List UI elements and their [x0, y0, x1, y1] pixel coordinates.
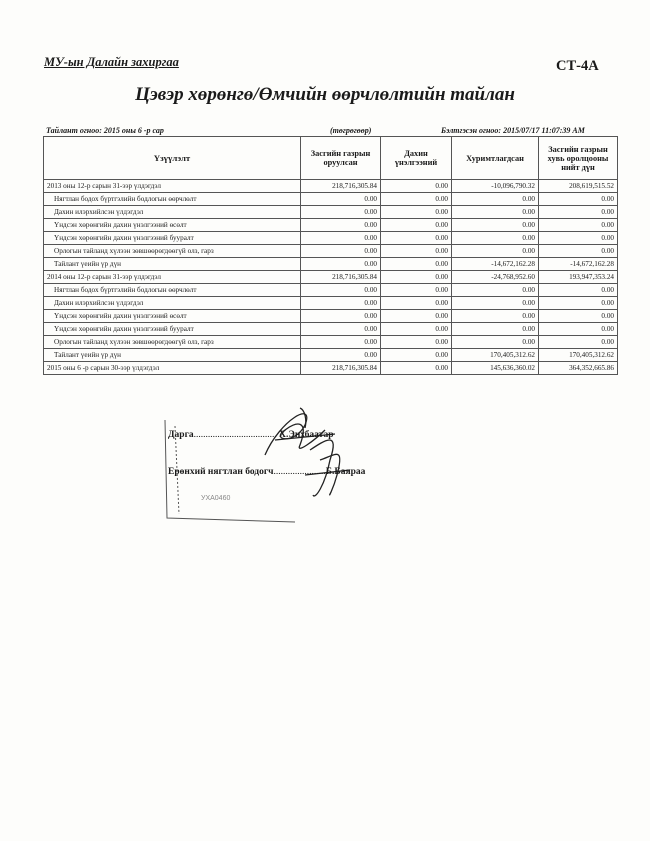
total-equity-cell: 0.00	[539, 193, 618, 206]
revaluation-cell: 0.00	[381, 219, 452, 232]
row-label: Тайлант үеийн үр дүн	[44, 349, 301, 362]
accountant-signature-line	[168, 467, 365, 477]
accumulated-cell: 145,636,360.02	[452, 362, 539, 375]
accumulated-cell: 0.00	[452, 206, 539, 219]
gov-contribution-cell: 218,716,305.84	[301, 362, 381, 375]
compiled-date: Бэлтгэсэн огноо: 2015/07/17 11:07:39 AM	[441, 126, 585, 135]
table-row	[44, 336, 618, 349]
table-row	[44, 219, 618, 232]
row-label: Дахин илэрхийлсэн үлдэгдэл	[44, 297, 301, 310]
accumulated-cell: -10,096,790.32	[452, 180, 539, 193]
director-role: Дарга	[168, 430, 194, 440]
row-label: Орлогын тайланд хүлээн зөвшөөрөгдөөгүй олз, гарз	[44, 245, 301, 258]
table-row	[44, 180, 618, 193]
table-row	[44, 193, 618, 206]
gov-contribution-cell: 0.00	[301, 219, 381, 232]
table-header-row	[44, 137, 618, 180]
table-row	[44, 258, 618, 271]
total-equity-cell: 0.00	[539, 245, 618, 258]
stamp-serial: УХА0460	[201, 495, 231, 502]
director-name: Х.Энхбаатар	[279, 430, 334, 440]
row-label: Үндсэн хөрөнгийн дахин үнэлгээний өсөлт	[44, 310, 301, 323]
total-equity-cell: 364,352,665.86	[539, 362, 618, 375]
total-equity-cell: 0.00	[539, 284, 618, 297]
table-row	[44, 362, 618, 375]
accumulated-cell: 0.00	[452, 219, 539, 232]
row-label: Дахин илэрхийлсэн үлдэгдэл	[44, 206, 301, 219]
total-equity-cell: 0.00	[539, 297, 618, 310]
revaluation-cell: 0.00	[381, 349, 452, 362]
total-equity-cell: 0.00	[539, 206, 618, 219]
total-equity-cell: 0.00	[539, 219, 618, 232]
table-row	[44, 271, 618, 284]
gov-contribution-cell: 0.00	[301, 284, 381, 297]
revaluation-cell: 0.00	[381, 323, 452, 336]
report-title: Цэвэр хөрөнгө/Өмчийн өөрчлөлтийн тайлан	[135, 84, 515, 105]
row-label: 2013 оны 12-р сарын 31-ээр үлдэгдэл	[44, 180, 301, 193]
total-equity-cell: 0.00	[539, 323, 618, 336]
accumulated-cell: -14,672,162.28	[452, 258, 539, 271]
gov-contribution-cell: 0.00	[301, 245, 381, 258]
accumulated-cell: -24,768,952.60	[452, 271, 539, 284]
revaluation-cell: 0.00	[381, 180, 452, 193]
stamp-graphic	[155, 400, 455, 530]
table-row	[44, 206, 618, 219]
accumulated-cell: 0.00	[452, 232, 539, 245]
accumulated-cell: 0.00	[452, 284, 539, 297]
row-label: Үндсэн хөрөнгийн дахин үнэлгээний бууралт	[44, 232, 301, 245]
equity-changes-table	[43, 136, 618, 375]
table-row	[44, 323, 618, 336]
revaluation-cell: 0.00	[381, 297, 452, 310]
revaluation-cell: 0.00	[381, 193, 452, 206]
signature-dots: ...................................	[193, 430, 277, 440]
revaluation-cell: 0.00	[381, 206, 452, 219]
accumulated-cell: 0.00	[452, 245, 539, 258]
total-equity-cell: -14,672,162.28	[539, 258, 618, 271]
table-row	[44, 232, 618, 245]
accumulated-cell: 0.00	[452, 310, 539, 323]
column-header: Засгийн газрын хувь оролцооны нийт дүн	[539, 137, 618, 180]
form-code: СТ-4А	[556, 58, 599, 74]
accumulated-cell: 0.00	[452, 336, 539, 349]
total-equity-cell: 170,405,312.62	[539, 349, 618, 362]
total-equity-cell: 0.00	[539, 336, 618, 349]
table-row	[44, 349, 618, 362]
row-label: 2015 оны 6 -р сарын 30-ээр үлдэгдэл	[44, 362, 301, 375]
revaluation-cell: 0.00	[381, 310, 452, 323]
table-row	[44, 297, 618, 310]
gov-contribution-cell: 0.00	[301, 323, 381, 336]
row-label: Нягтлан бодох бүртгэлийн бодлогын өөрчлөлт	[44, 284, 301, 297]
row-label: 2014 оны 12-р сарын 31-ээр үлдэгдэл	[44, 271, 301, 284]
row-label: Нягтлан бодох бүртгэлийн бодлогын өөрчлөлт	[44, 193, 301, 206]
gov-contribution-cell: 0.00	[301, 193, 381, 206]
revaluation-cell: 0.00	[381, 245, 452, 258]
table-row	[44, 245, 618, 258]
gov-contribution-cell: 218,716,305.84	[301, 180, 381, 193]
revaluation-cell: 0.00	[381, 336, 452, 349]
gov-contribution-cell: 0.00	[301, 349, 381, 362]
total-equity-cell: 193,947,353.24	[539, 271, 618, 284]
signature-dots: ......................	[273, 467, 326, 477]
total-equity-cell: 208,619,515.52	[539, 180, 618, 193]
total-equity-cell: 0.00	[539, 310, 618, 323]
accumulated-cell: 0.00	[452, 297, 539, 310]
column-header: Үзүүлэлт	[44, 137, 301, 180]
total-equity-cell: 0.00	[539, 232, 618, 245]
revaluation-cell: 0.00	[381, 271, 452, 284]
table-row	[44, 284, 618, 297]
table-row	[44, 310, 618, 323]
row-label: Үндсэн хөрөнгийн дахин үнэлгээний бууралт	[44, 323, 301, 336]
revaluation-cell: 0.00	[381, 232, 452, 245]
gov-contribution-cell: 0.00	[301, 258, 381, 271]
row-label: Тайлант үеийн үр дүн	[44, 258, 301, 271]
report-period: Тайлант огноо: 2015 оны 6 -р сар	[46, 126, 164, 135]
director-signature-line	[168, 430, 334, 440]
gov-contribution-cell: 0.00	[301, 336, 381, 349]
accumulated-cell: 0.00	[452, 323, 539, 336]
gov-contribution-cell: 0.00	[301, 206, 381, 219]
accumulated-cell: 170,405,312.62	[452, 349, 539, 362]
gov-contribution-cell: 0.00	[301, 297, 381, 310]
revaluation-cell: 0.00	[381, 284, 452, 297]
column-header: Хуримтлагдсан	[452, 137, 539, 180]
revaluation-cell: 0.00	[381, 362, 452, 375]
column-header: Засгийн газрын оруулсан	[301, 137, 381, 180]
gov-contribution-cell: 218,716,305.84	[301, 271, 381, 284]
row-label: Орлогын тайланд хүлээн зөвшөөрөгдөөгүй олз, гарз	[44, 336, 301, 349]
accountant-name: Б.Баяраа	[325, 467, 366, 477]
accumulated-cell: 0.00	[452, 193, 539, 206]
revaluation-cell: 0.00	[381, 258, 452, 271]
currency-note: (төгрөгөөр)	[330, 126, 372, 135]
gov-contribution-cell: 0.00	[301, 232, 381, 245]
organization-name: МУ-ын Далайн захиргаа	[44, 55, 179, 69]
accountant-role: Ерөнхий нягтлан бодогч	[168, 467, 274, 477]
row-label: Үндсэн хөрөнгийн дахин үнэлгээний өсөлт	[44, 219, 301, 232]
gov-contribution-cell: 0.00	[301, 310, 381, 323]
column-header: Дахин үнэлгээний	[381, 137, 452, 180]
